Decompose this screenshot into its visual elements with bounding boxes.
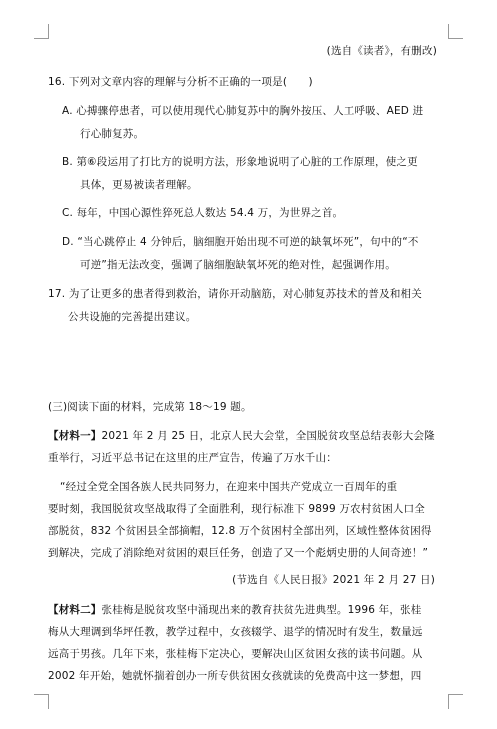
question-16-stem: 16. 下列对文章内容的理解与分析不正确的一项是( ): [48, 76, 313, 88]
material-1-line2: 重举行，习近平总书记在这里的庄严宣告，传遍了万水千山：: [48, 452, 337, 464]
question-16-option-a: A. 心搏骤停患者，可以使用现代心肺复苏中的胸外按压、人工呼吸、AED 进: [62, 105, 424, 117]
material-2-label: 【材料二】: [48, 604, 102, 616]
material-1-quote-line1: “经过全党全国各族人民共同努力，在迎来中国共产党成立一百周年的重: [60, 481, 398, 493]
question-16-option-b: B. 第⑥段运用了打比方的说明方法，形象地说明了心脏的工作原理，使之更: [62, 156, 418, 168]
material-2-line2: 梅从大理调到华坪任教，教学过程中，女孩辍学、退学的情况时有发生，数量远: [48, 626, 423, 638]
material-1-quote-line3: 部脱贫，832 个贫困县全部摘帽，12.8 万个贫困村全部出列，区域性整体贫困得: [48, 525, 432, 537]
corner-mark-top-right: [448, 24, 463, 39]
question-17-line2: 公共设施的完善提出建议。: [68, 311, 197, 323]
material-2-line4: 2002 年开始，她就怀揣着创办一所专供贫困女孩就读的免费高中这一梦想，四: [48, 670, 422, 682]
material-1-quote-line2: 要时刻，我国脱贫攻坚战取得了全面胜利，现行标准下 9899 万农村贫困人口全: [48, 503, 425, 515]
material-2-line1-text: 张桂梅是脱贫攻坚中涌现出来的教育扶贫先进典型。1996 年，张桂: [101, 604, 422, 616]
corner-mark-bottom-left: [34, 694, 49, 709]
material-1-line1-text: 2021 年 2 月 25 日，北京人民大会堂，全国脱贫攻坚总结表彰大会隆: [101, 430, 435, 442]
question-17-line1: 17. 为了让更多的患者得到救治，请你开动脑筋，对心肺复苏技术的普及和相关: [48, 288, 422, 300]
question-16-option-b-cont: 具体，更易被读者理解。: [80, 179, 198, 191]
question-16-option-a-cont: 行心肺复苏。: [80, 128, 145, 140]
material-1-label: 【材料一】: [48, 430, 102, 442]
material-2-line1: [48, 603, 421, 617]
material-1-source: (节选自《人民日报》2021 年 2 月 27 日): [232, 574, 435, 586]
question-16-option-d: D. “当心跳停止 4 分钟后，脑细胞开始出现不可逆的缺氧坏死”，句中的“不: [62, 236, 419, 248]
material-1-quote-line4: 到解决，完成了消除绝对贫困的艰巨任务，创造了又一个彪炳史册的人间奇迹！”: [48, 547, 429, 559]
material-1-line1: [48, 429, 435, 443]
source-note: (选自《读者》，有删改): [326, 45, 437, 57]
material-2-line3: 远高于男孩。几年下来，张桂梅下定决心，要解决山区贫困女孩的读书问题。从: [48, 648, 423, 660]
corner-mark-top-left: [34, 24, 49, 39]
corner-mark-bottom-right: [448, 694, 463, 709]
section-3-heading: (三)阅读下面的材料，完成第 18～19 题。: [48, 401, 252, 413]
question-16-option-c: C. 每年，中国心源性猝死总人数达 54.4 万，为世界之首。: [62, 207, 344, 219]
question-16-option-d-cont: 可逆”指无法改变，强调了脑细胞缺氧坏死的绝对性，起强调作用。: [80, 259, 396, 271]
